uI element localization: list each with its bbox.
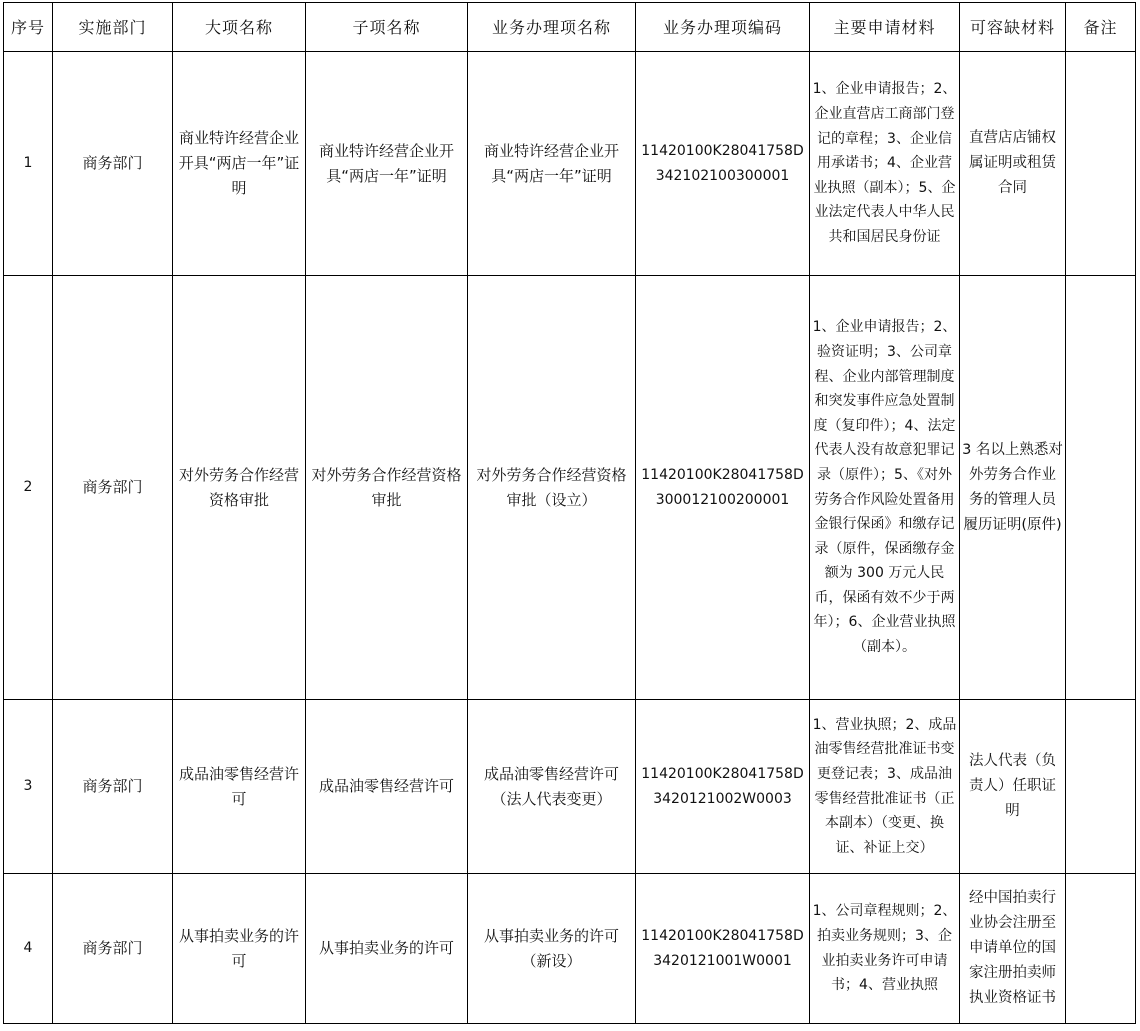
table-row xyxy=(4,700,1136,874)
cell-sub: 成品油零售经营许可 xyxy=(306,700,468,874)
cell-code: 11420100K28041758D3420121002W0003 xyxy=(636,700,810,874)
cell-major: 从事拍卖业务的许可 xyxy=(173,874,306,1024)
cell-code: 11420100K28041758D300012100200001 xyxy=(636,276,810,700)
cell-major: 成品油零售经营许可 xyxy=(173,700,306,874)
cell-dept: 商务部门 xyxy=(53,874,173,1024)
cell-code: 11420100K28041758D3420121001W0001 xyxy=(636,874,810,1024)
cell-major: 商业特许经营企业开具“两店一年”证明 xyxy=(173,52,306,276)
cell-optional: 直营店店铺权属证明或租赁合同 xyxy=(960,52,1066,276)
cell-note xyxy=(1066,874,1136,1024)
cell-seq: 2 xyxy=(4,276,53,700)
header-code: 业务办理项编码 xyxy=(636,3,810,52)
cell-note xyxy=(1066,52,1136,276)
cell-sub: 从事拍卖业务的许可 xyxy=(306,874,468,1024)
header-major: 大项名称 xyxy=(173,3,306,52)
header-materials: 主要申请材料 xyxy=(810,3,960,52)
cell-item: 对外劳务合作经营资格审批（设立） xyxy=(468,276,636,700)
cell-major: 对外劳务合作经营资格审批 xyxy=(173,276,306,700)
cell-note xyxy=(1066,276,1136,700)
header-optional: 可容缺材料 xyxy=(960,3,1066,52)
cell-materials: 1、公司章程规则；2、拍卖业务规则；3、企业拍卖业务许可申请书；4、营业执照 xyxy=(810,874,960,1024)
cell-sub: 对外劳务合作经营资格审批 xyxy=(306,276,468,700)
cell-materials: 1、营业执照；2、成品油零售经营批准证书变更登记表；3、成品油零售经营批准证书（正本副本）（变更、换证、补证上交） xyxy=(810,700,960,874)
header-sub: 子项名称 xyxy=(306,3,468,52)
table-header-row xyxy=(4,3,1136,52)
table-row xyxy=(4,874,1136,1024)
table-row xyxy=(4,52,1136,276)
cell-item: 商业特许经营企业开具“两店一年”证明 xyxy=(468,52,636,276)
cell-item: 成品油零售经营许可（法人代表变更） xyxy=(468,700,636,874)
cell-sub: 商业特许经营企业开具“两店一年”证明 xyxy=(306,52,468,276)
header-note: 备注 xyxy=(1066,3,1136,52)
cell-seq: 4 xyxy=(4,874,53,1024)
cell-optional: 经中国拍卖行业协会注册至申请单位的国家注册拍卖师执业资格证书 xyxy=(960,874,1066,1024)
cell-seq: 3 xyxy=(4,700,53,874)
cell-seq: 1 xyxy=(4,52,53,276)
cell-note xyxy=(1066,700,1136,874)
document-page xyxy=(3,2,1136,1024)
approval-items-table xyxy=(3,2,1136,1024)
cell-optional: 法人代表（负责人）任职证明 xyxy=(960,700,1066,874)
cell-materials: 1、企业申请报告；2、验资证明；3、公司章程、企业内部管理制度和突发事件应急处置制度（复印件）；4、法定代表人没有故意犯罪记录（原件）；5、《对外劳务合作风险处置备用金银行保函》和缴存记录（原件，保函缴存金额为 300 万元人民币，保函有效不少于两年）；6、企业营业执照（副本）。 xyxy=(810,276,960,700)
header-seq: 序号 xyxy=(4,3,53,52)
cell-dept: 商务部门 xyxy=(53,276,173,700)
cell-item: 从事拍卖业务的许可（新设） xyxy=(468,874,636,1024)
header-dept: 实施部门 xyxy=(53,3,173,52)
cell-optional: 3 名以上熟悉对外劳务合作业务的管理人员履历证明(原件) xyxy=(960,276,1066,700)
cell-dept: 商务部门 xyxy=(53,52,173,276)
table-row xyxy=(4,276,1136,700)
cell-dept: 商务部门 xyxy=(53,700,173,874)
header-item: 业务办理项名称 xyxy=(468,3,636,52)
cell-materials: 1、企业申请报告；2、企业直营店工商部门登记的章程；3、企业信用承诺书；4、企业营业执照（副本）；5、企业法定代表人中华人民共和国居民身份证 xyxy=(810,52,960,276)
cell-code: 11420100K28041758D342102100300001 xyxy=(636,52,810,276)
